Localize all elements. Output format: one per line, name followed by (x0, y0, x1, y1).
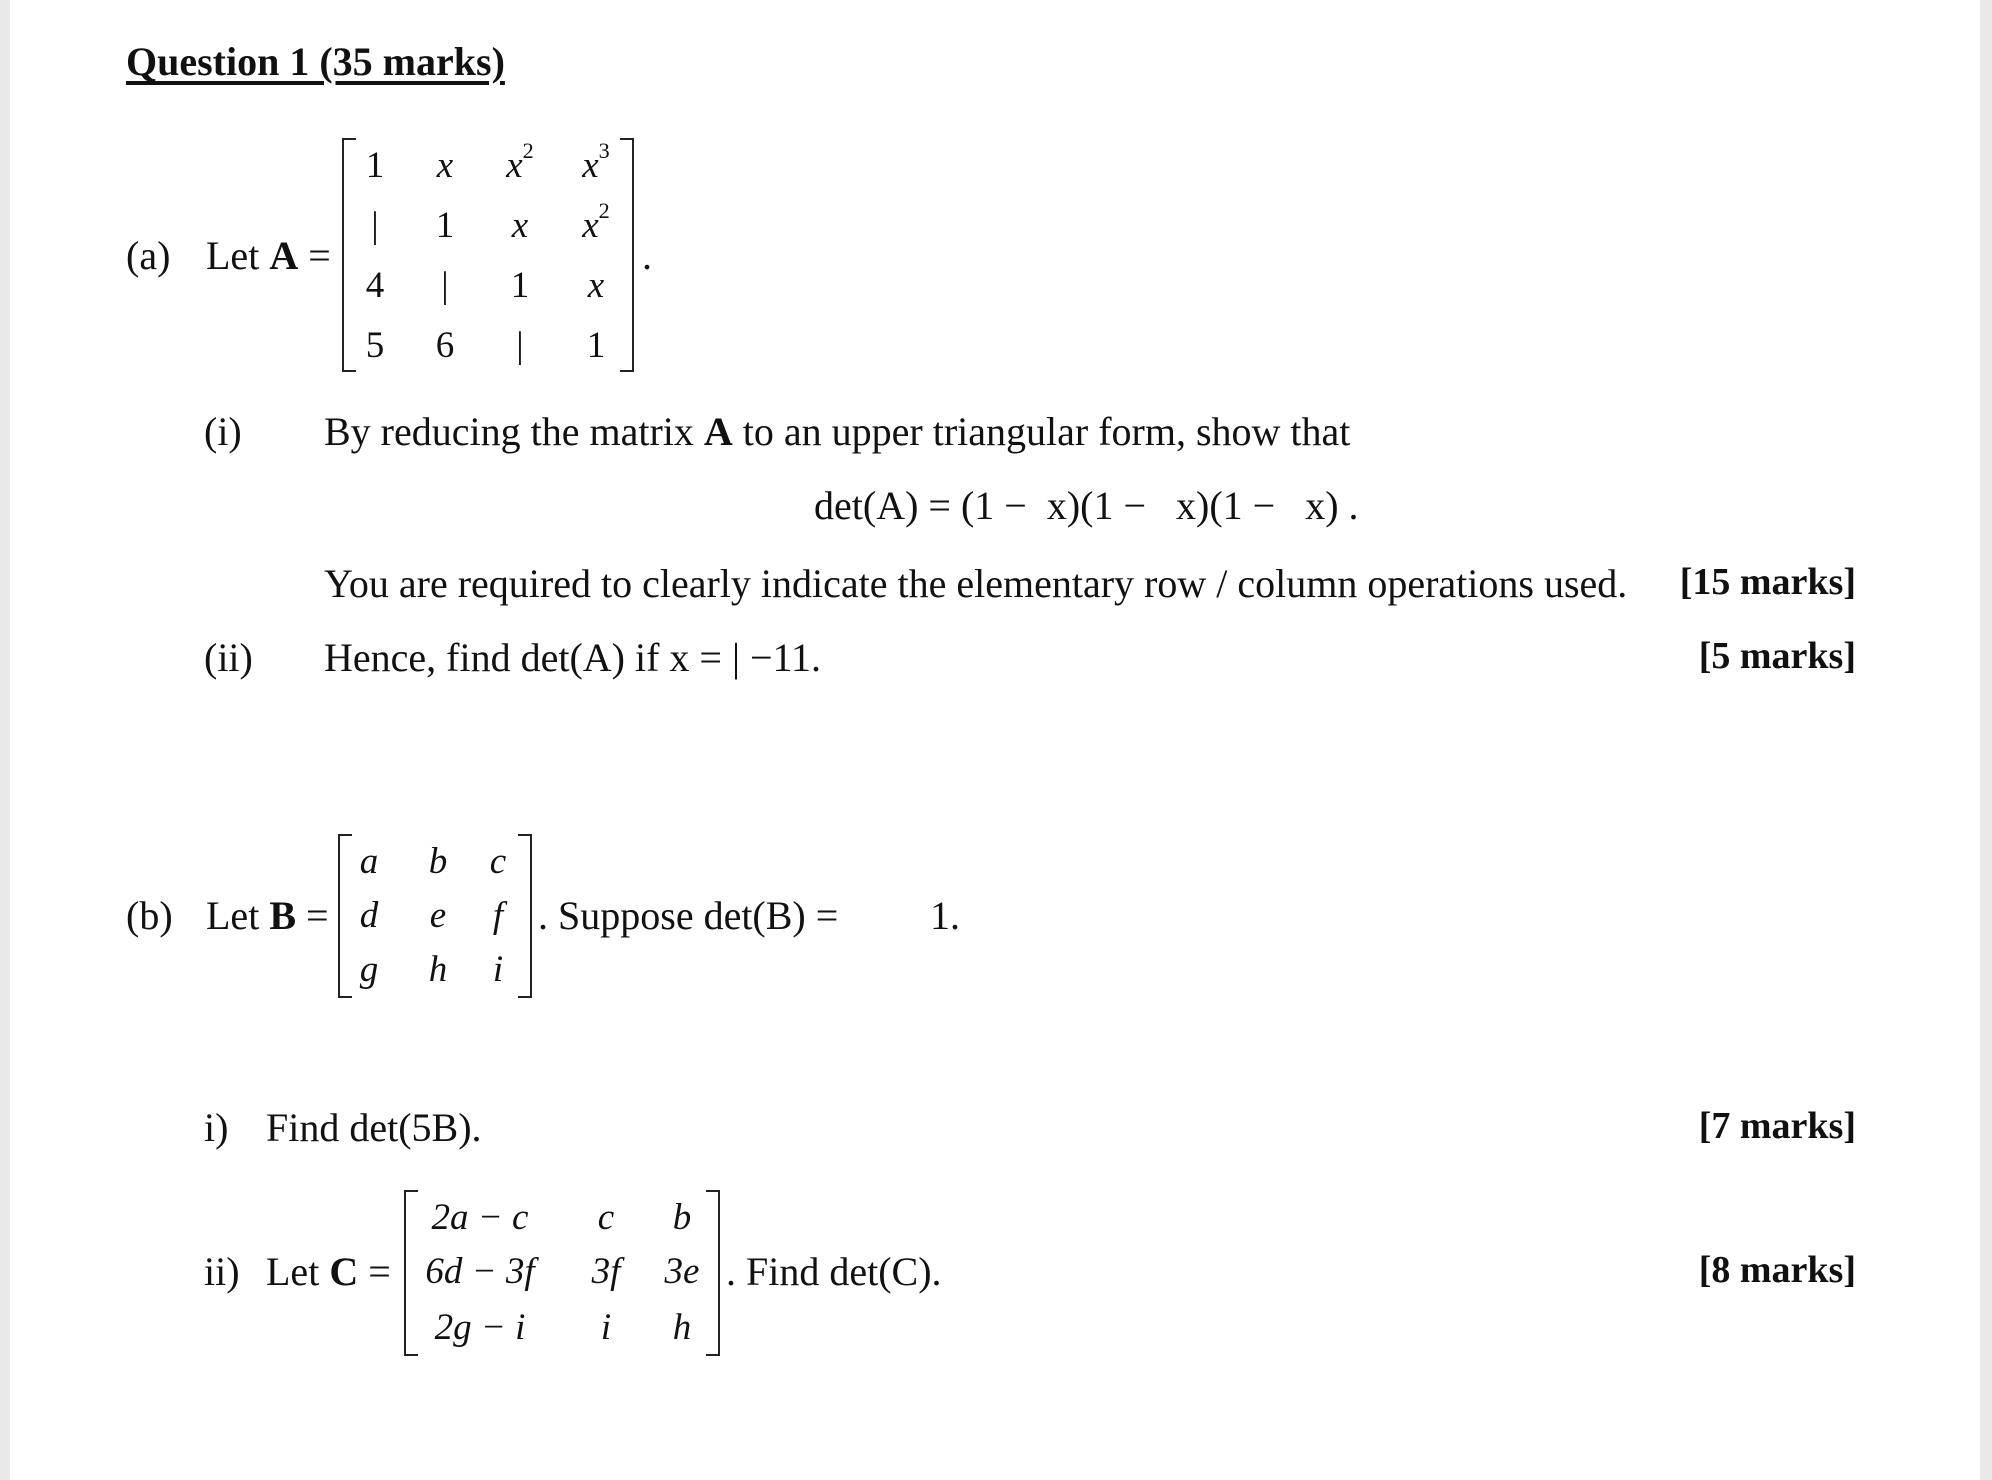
matrix-c-name: C (329, 1249, 359, 1294)
matrix-a-cell: 1 (365, 145, 385, 186)
matrix-a-cell: | (516, 325, 524, 366)
right-bracket (620, 138, 634, 372)
part-a-i-text: By reducing the matrix A to an upper triangular form, show that (324, 409, 1351, 454)
matrix-c-cell: 2g − i (434, 1307, 526, 1348)
matrix-c-cell: c (597, 1197, 615, 1238)
right-bracket (518, 834, 532, 998)
matrix-c-cell: i (600, 1307, 612, 1348)
part-a-label: (a) (126, 233, 171, 278)
matrix-b-cell: a (359, 841, 379, 882)
matrix-a-cell: x (436, 145, 454, 186)
matrix-b-cell: d (359, 895, 379, 936)
part-a-let: Let A = (206, 233, 331, 278)
matrix-c-cell: 6d − 3f (425, 1251, 535, 1292)
part-a-i-instruction: You are required to clearly indicate the elementary row / column operations used. (324, 561, 1628, 606)
matrix-a (342, 138, 634, 372)
matrix-b-cell: c (489, 841, 507, 882)
matrix-a-cell: x (511, 205, 529, 246)
matrix-b (338, 834, 532, 998)
left-bracket (338, 834, 352, 998)
part-a-i-label: (i) (204, 409, 242, 454)
matrix-a-name: A (269, 233, 299, 278)
matrix-c-cell: 2a − c (431, 1197, 529, 1238)
matrix-a-cell: $x^2$ (506, 138, 534, 186)
matrix-b-cell: h (428, 949, 448, 990)
part-b-ii-let: Let C = (266, 1249, 391, 1294)
matrix-b-cell: f (492, 895, 504, 936)
part-b-ii-label: ii) (204, 1249, 240, 1294)
matrix-b-cell: i (492, 949, 504, 990)
matrix-a-cell: 1 (586, 325, 606, 366)
matrix-c-cell: b (672, 1197, 692, 1238)
question-title: Question 1 (35 marks) (126, 39, 505, 84)
matrix-b-cell: b (428, 841, 448, 882)
matrix-a-cell: x (587, 265, 605, 306)
matrix-a-cell: 1 (435, 205, 455, 246)
matrix-b-name: B (269, 893, 296, 938)
part-a-i-marks: [15 marks] (1679, 561, 1856, 603)
find-det-c-text: . Find det(C). (726, 1249, 942, 1294)
left-bracket (404, 1190, 418, 1356)
matrix-b-cell: e (429, 895, 447, 936)
part-b-let: Let B = (206, 893, 329, 938)
part-b-i-marks: [7 marks] (1698, 1105, 1856, 1147)
matrix-a-cell: | (441, 265, 449, 306)
matrix-a-period: . (642, 233, 652, 278)
part-b-i-text: Find det(5B). (266, 1105, 482, 1150)
det-b-value: 1. (930, 893, 960, 938)
matrix-a-cell: $x^2$ (582, 198, 610, 246)
part-b-ii-marks: [8 marks] (1698, 1249, 1856, 1291)
matrix-a-cell: 6 (435, 325, 455, 366)
matrix-a-cell: | (371, 205, 379, 246)
right-bracket (706, 1190, 720, 1356)
part-a-ii-label: (ii) (204, 635, 253, 680)
matrix-a-cell: $x^3$ (582, 138, 610, 186)
matrix-c-cell: 3f (591, 1251, 621, 1292)
determinant-formula: det(A) = (1 − x)(1 − x)(1 − x) . (814, 483, 1359, 528)
matrix-b-cell: g (359, 949, 379, 990)
part-b-i-label: i) (204, 1105, 229, 1150)
suppose-text: . Suppose det(B) = (538, 893, 839, 938)
matrix-c-cell: h (672, 1307, 692, 1348)
matrix-c (404, 1190, 720, 1356)
left-bracket (342, 138, 356, 372)
part-a-ii-marks: [5 marks] (1698, 635, 1856, 677)
matrix-a-cell: 4 (365, 265, 385, 306)
part-b-label: (b) (126, 893, 173, 938)
left-page-edge (0, 0, 10, 1480)
part-a-ii-text: Hence, find det(A) if x = | −11. (324, 635, 822, 680)
matrix-a-cell: 5 (365, 325, 385, 366)
matrix-c-cell: 3e (664, 1251, 700, 1292)
matrix-a-cell: 1 (510, 265, 530, 306)
right-page-edge (1980, 0, 1992, 1480)
